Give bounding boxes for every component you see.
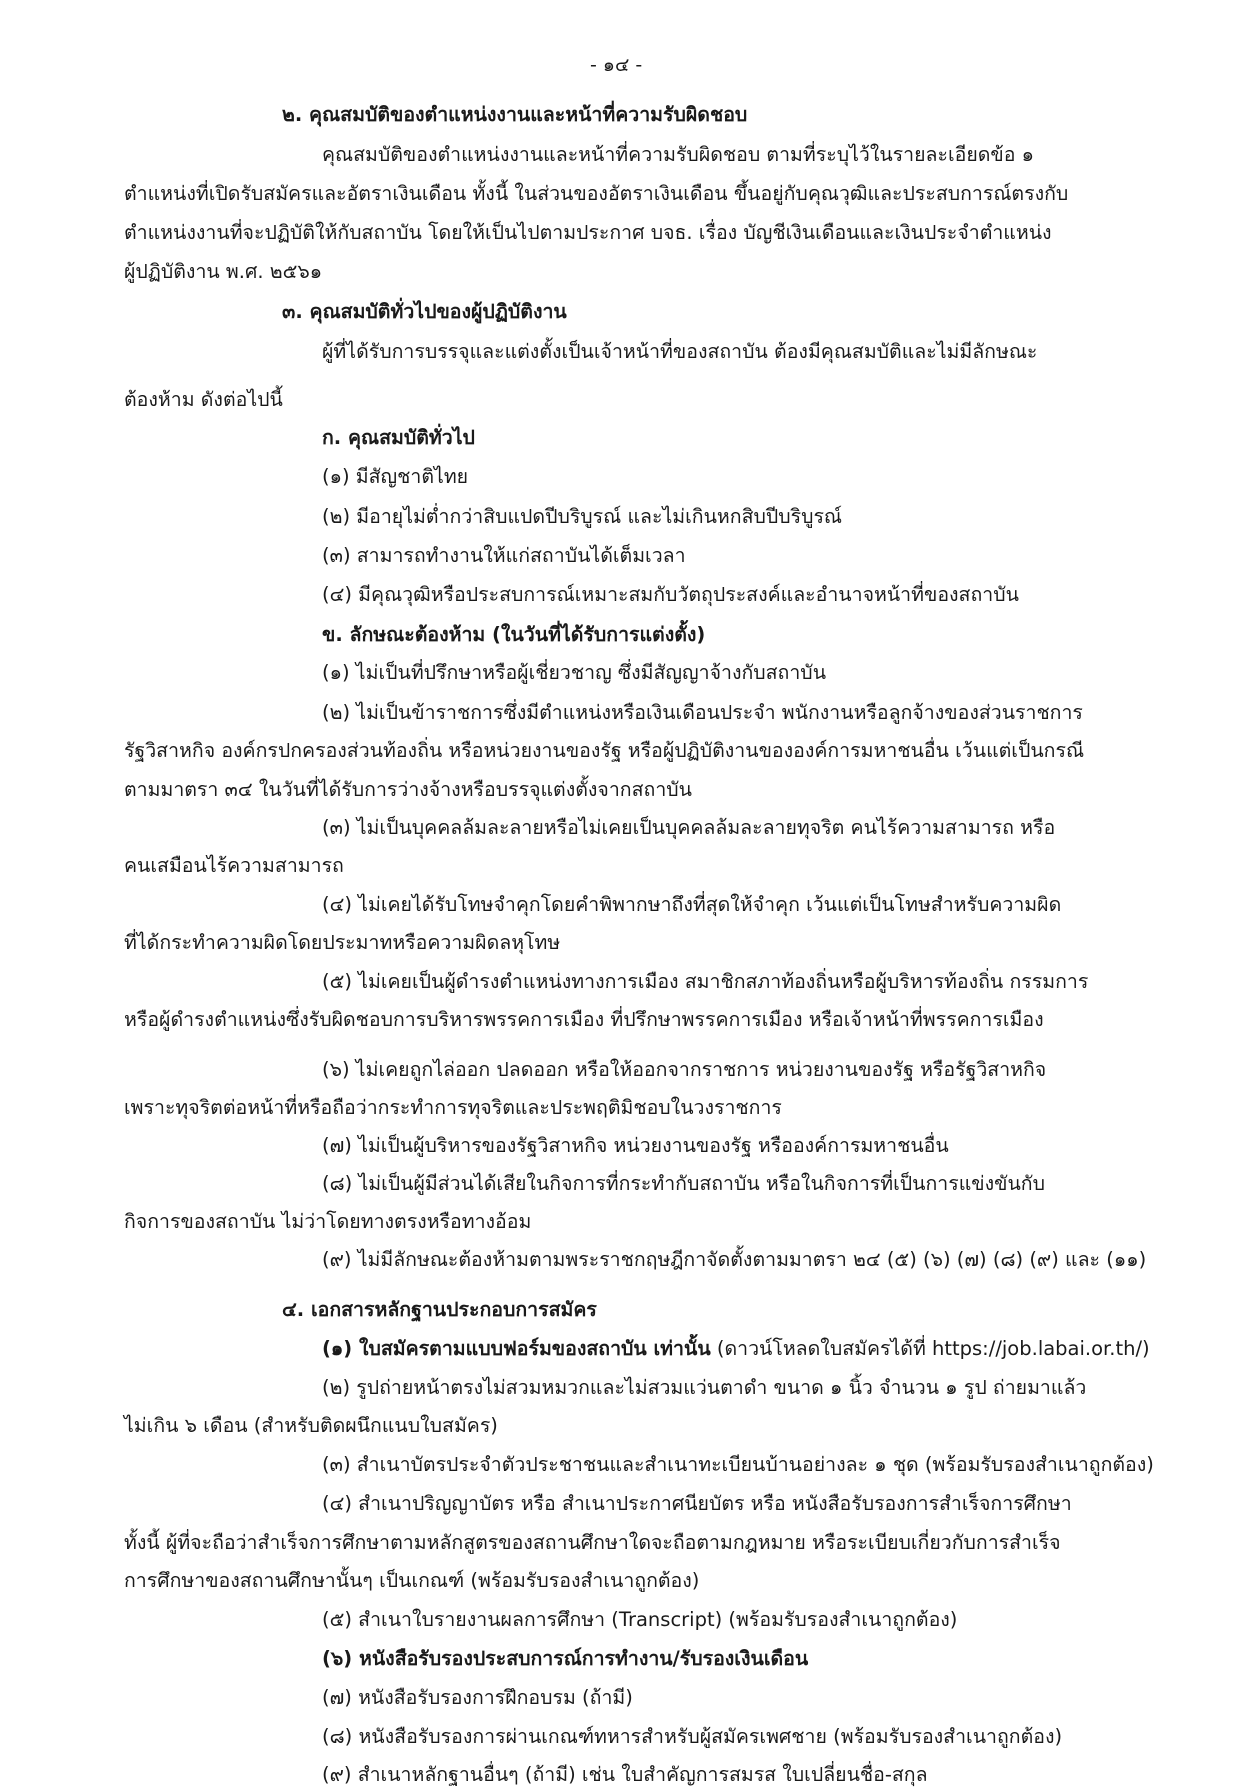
text-line [322, 890, 1061, 920]
line-text: ที่ได้กระทำความผิดโดยประมาทหรือความผิดลหุโทษ [124, 931, 561, 954]
text-line [322, 1055, 1046, 1085]
text-line [322, 1605, 957, 1635]
line-text: (๘) หนังสือรับรองการผ่านเกณฑ์ทหารสำหรับผู้สมัครเพศชาย (พร้อมรับรองสำเนาถูกต้อง) [322, 1725, 1063, 1748]
line-text: (๑) มีสัญชาติไทย [322, 465, 469, 488]
text-line [322, 1683, 633, 1713]
line-text: (๑) ใบสมัครตามแบบฟอร์มของสถาบัน เท่านั้น [322, 1337, 711, 1360]
line-text: รัฐวิสาหกิจ องค์กรปกครองส่วนท้องถิ่น หรือหน่วยงานของรัฐ หรือผู้ปฏิบัติงานขององค์การมหาชนอื่น เว้นแต่เป็นกรณี [124, 739, 1085, 762]
text-line [322, 1644, 808, 1674]
line-text: (๖) ไม่เคยถูกไล่ออก ปลดออก หรือให้ออกจากราชการ หน่วยงานของรัฐ หรือรัฐวิสาหกิจ [322, 1058, 1047, 1081]
line-tail: (ดาวน์โหลดใบสมัครได้ที่ https://job.labai.or.th/) [710, 1337, 1150, 1360]
text-line [124, 1566, 699, 1596]
line-text: (๗) ไม่เป็นผู้บริหารของรัฐวิสาหกิจ หน่วยงานของรัฐ หรือองค์การมหาชนอื่น [322, 1134, 949, 1157]
line-text: เพราะทุจริตต่อหน้าที่หรือถือว่ากระทำการทุจริตและประพฤติมิชอบในวงราชการ [124, 1096, 782, 1119]
line-text: ผู้ที่ได้รับการบรรจุและแต่งตั้งเป็นเจ้าหน้าที่ของสถาบัน ต้องมีคุณสมบัติและไม่มีลักษณะ [322, 340, 1038, 363]
line-text: ไม่เกิน ๖ เดือน (สำหรับติดผนึกแนบใบสมัคร) [124, 1414, 498, 1437]
line-text: การศึกษาของสถานศึกษานั้นๆ เป็นเกณฑ์ (พร้อมรับรองสำเนาถูกต้อง) [124, 1569, 700, 1592]
line-text: (๑) ไม่เป็นที่ปรึกษาหรือผู้เชี่ยวชาญ ซึ่งมีสัญญาจ้างกับสถาบัน [322, 661, 827, 684]
line-text: ผู้ปฏิบัติงาน พ.ศ. ๒๕๖๑ [124, 260, 323, 283]
line-text: หรือผู้ดำรงตำแหน่งซึ่งรับผิดชอบการบริหารพรรคการเมือง ที่ปรึกษาพรรคการเมือง หรือเจ้าหน้าที่พรรคการเมือง [124, 1008, 1044, 1031]
text-line [124, 851, 344, 881]
line-text: (๗) หนังสือรับรองการฝึกอบรม (ถ้ามี) [322, 1686, 633, 1709]
line-text: (๙) สำเนาหลักฐานอื่นๆ (ถ้ามี) เช่น ใบสำคัญการสมรส ใบเปลี่ยนชื่อ-สกุล [322, 1763, 928, 1786]
text-line [322, 423, 475, 453]
text-line [322, 658, 826, 688]
line-text: คุณสมบัติของตำแหน่งงานและหน้าที่ความรับผิดชอบ ตามที่ระบุไว้ในรายละเอียดข้อ ๑ [322, 143, 1035, 166]
line-text: ต้องห้าม ดังต่อไปนี้ [124, 388, 283, 411]
line-text: ตามมาตรา ๓๔ ในวันที่ได้รับการว่างจ้างหรือบรรจุแต่งตั้งจากสถาบัน [124, 778, 692, 801]
text-line [124, 257, 322, 287]
text-line [282, 297, 567, 327]
text-line [124, 1207, 531, 1237]
line-text: ตำแหน่งงานที่จะปฏิบัติให้กับสถาบัน โดยให้เป็นไปตามประกาศ บจธ. เรื่อง บัญชีเงินเดือนและเงินประจำตำแหน่ง [124, 221, 1052, 244]
text-line [322, 967, 1088, 997]
text-line [282, 1295, 597, 1325]
text-line [322, 1131, 949, 1161]
line-text: (๔) สำเนาปริญญาบัตร หรือ สำเนาประกาศนียบัตร หรือ หนังสือรับรองการสำเร็จการศึกษา [322, 1492, 1072, 1515]
line-text: ๒. คุณสมบัติของตำแหน่งงานและหน้าที่ความรับผิดชอบ [282, 103, 748, 126]
line-text: คนเสมือนไร้ความสามารถ [124, 854, 344, 877]
text-line [322, 462, 468, 492]
text-line [322, 1334, 1150, 1364]
line-text: (๕) สำเนาใบรายงานผลการศึกษา (Transcript) (พร้อมรับรองสำเนาถูกต้อง) [322, 1608, 958, 1631]
text-line [322, 502, 842, 532]
text-line [322, 541, 686, 571]
text-line [322, 1450, 1154, 1480]
text-line [124, 1093, 782, 1123]
line-text: ข. ลักษณะต้องห้าม (ในวันที่ได้รับการแต่งตั้ง) [322, 623, 706, 646]
text-line [124, 928, 560, 958]
text-line [322, 620, 705, 650]
text-line [322, 1245, 1146, 1275]
text-line [124, 179, 1068, 209]
line-text: ๓. คุณสมบัติทั่วไปของผู้ปฏิบัติงาน [282, 300, 567, 323]
line-text: (๙) ไม่มีลักษณะต้องห้ามตามพระราชกฤษฎีกาจัดตั้งตามมาตรา ๒๔ (๕) (๖) (๗) (๘) (๙) และ (๑๑) [322, 1248, 1147, 1271]
line-text: (๒) รูปถ่ายหน้าตรงไม่สวมหมวกและไม่สวมแว่นตาดำ ขนาด ๑ นิ้ว จำนวน ๑ รูป ถ่ายมาแล้ว [322, 1376, 1087, 1399]
text-line [322, 140, 1034, 170]
text-line [282, 100, 747, 130]
text-line [124, 775, 692, 805]
text-line [322, 337, 1037, 367]
line-text: ก. คุณสมบัติทั่วไป [322, 426, 475, 449]
line-text: (๕) ไม่เคยเป็นผู้ดำรงตำแหน่งทางการเมือง สมาชิกสภาท้องถิ่นหรือผู้บริหารท้องถิ่น กรรมการ [322, 970, 1089, 993]
text-line [124, 385, 283, 415]
text-line [322, 1489, 1072, 1519]
line-text: (๔) ไม่เคยได้รับโทษจำคุกโดยคำพิพากษาถึงที่สุดให้จำคุก เว้นแต่เป็นโทษสำหรับความผิด [322, 893, 1062, 916]
line-text: กิจการของสถาบัน ไม่ว่าโดยทางตรงหรือทางอ้อม [124, 1210, 532, 1233]
text-line [322, 698, 1083, 728]
text-line [322, 1722, 1062, 1752]
page-number: - ๑๔ - [590, 54, 643, 76]
text-line [322, 1169, 1045, 1199]
line-text: ๔. เอกสารหลักฐานประกอบการสมัคร [282, 1298, 597, 1321]
text-line [124, 736, 1084, 766]
line-text: (๓) สำเนาบัตรประจำตัวประชาชนและสำเนาทะเบียนบ้านอย่างละ ๑ ชุด (พร้อมรับรองสำเนาถูกต้อง) [322, 1453, 1154, 1476]
text-line [124, 1528, 1061, 1558]
line-text: (๒) ไม่เป็นข้าราชการซึ่งมีตำแหน่งหรือเงินเดือนประจำ พนักงานหรือลูกจ้างของส่วนราชการ [322, 701, 1083, 724]
line-text: ตำแหน่งที่เปิดรับสมัครและอัตราเงินเดือน ทั้งนี้ ในส่วนของอัตราเงินเดือน ขึ้นอยู่กับคุณวุฒิและประสบการณ์ตรงกับ [124, 182, 1069, 205]
line-text: (๘) ไม่เป็นผู้มีส่วนได้เสียในกิจการที่กระทำกับสถาบัน หรือในกิจการที่เป็นการแข่งขันกับ [322, 1172, 1045, 1195]
line-text: (๔) มีคุณวุฒิหรือประสบการณ์เหมาะสมกับวัตถุประสงค์และอำนาจหน้าที่ของสถาบัน [322, 583, 1019, 606]
text-line [124, 1005, 1044, 1035]
text-line [322, 813, 1055, 843]
line-text: (๖) หนังสือรับรองประสบการณ์การทำงาน/รับรองเงินเดือน [322, 1647, 809, 1670]
line-text: (๓) ไม่เป็นบุคคลล้มละลายหรือไม่เคยเป็นบุคคลล้มละลายทุจริต คนไร้ความสามารถ หรือ [322, 816, 1056, 839]
line-text: (๒) มีอายุไม่ต่ำกว่าสิบแปดปีบริบูรณ์ และไม่เกินหกสิบปีบริบูรณ์ [322, 505, 843, 528]
text-line [124, 1411, 498, 1441]
text-line [322, 1760, 928, 1790]
text-line [322, 580, 1019, 610]
text-line [124, 218, 1052, 248]
line-text: (๓) สามารถทำงานให้แก่สถาบันได้เต็มเวลา [322, 544, 686, 567]
text-line [322, 1373, 1086, 1403]
line-text: ทั้งนี้ ผู้ที่จะถือว่าสำเร็จการศึกษาตามหลักสูตรของสถานศึกษาใดจะถือตามกฎหมาย หรือระเบียบเกี่ยวกับการสำเร็จ [124, 1531, 1061, 1554]
